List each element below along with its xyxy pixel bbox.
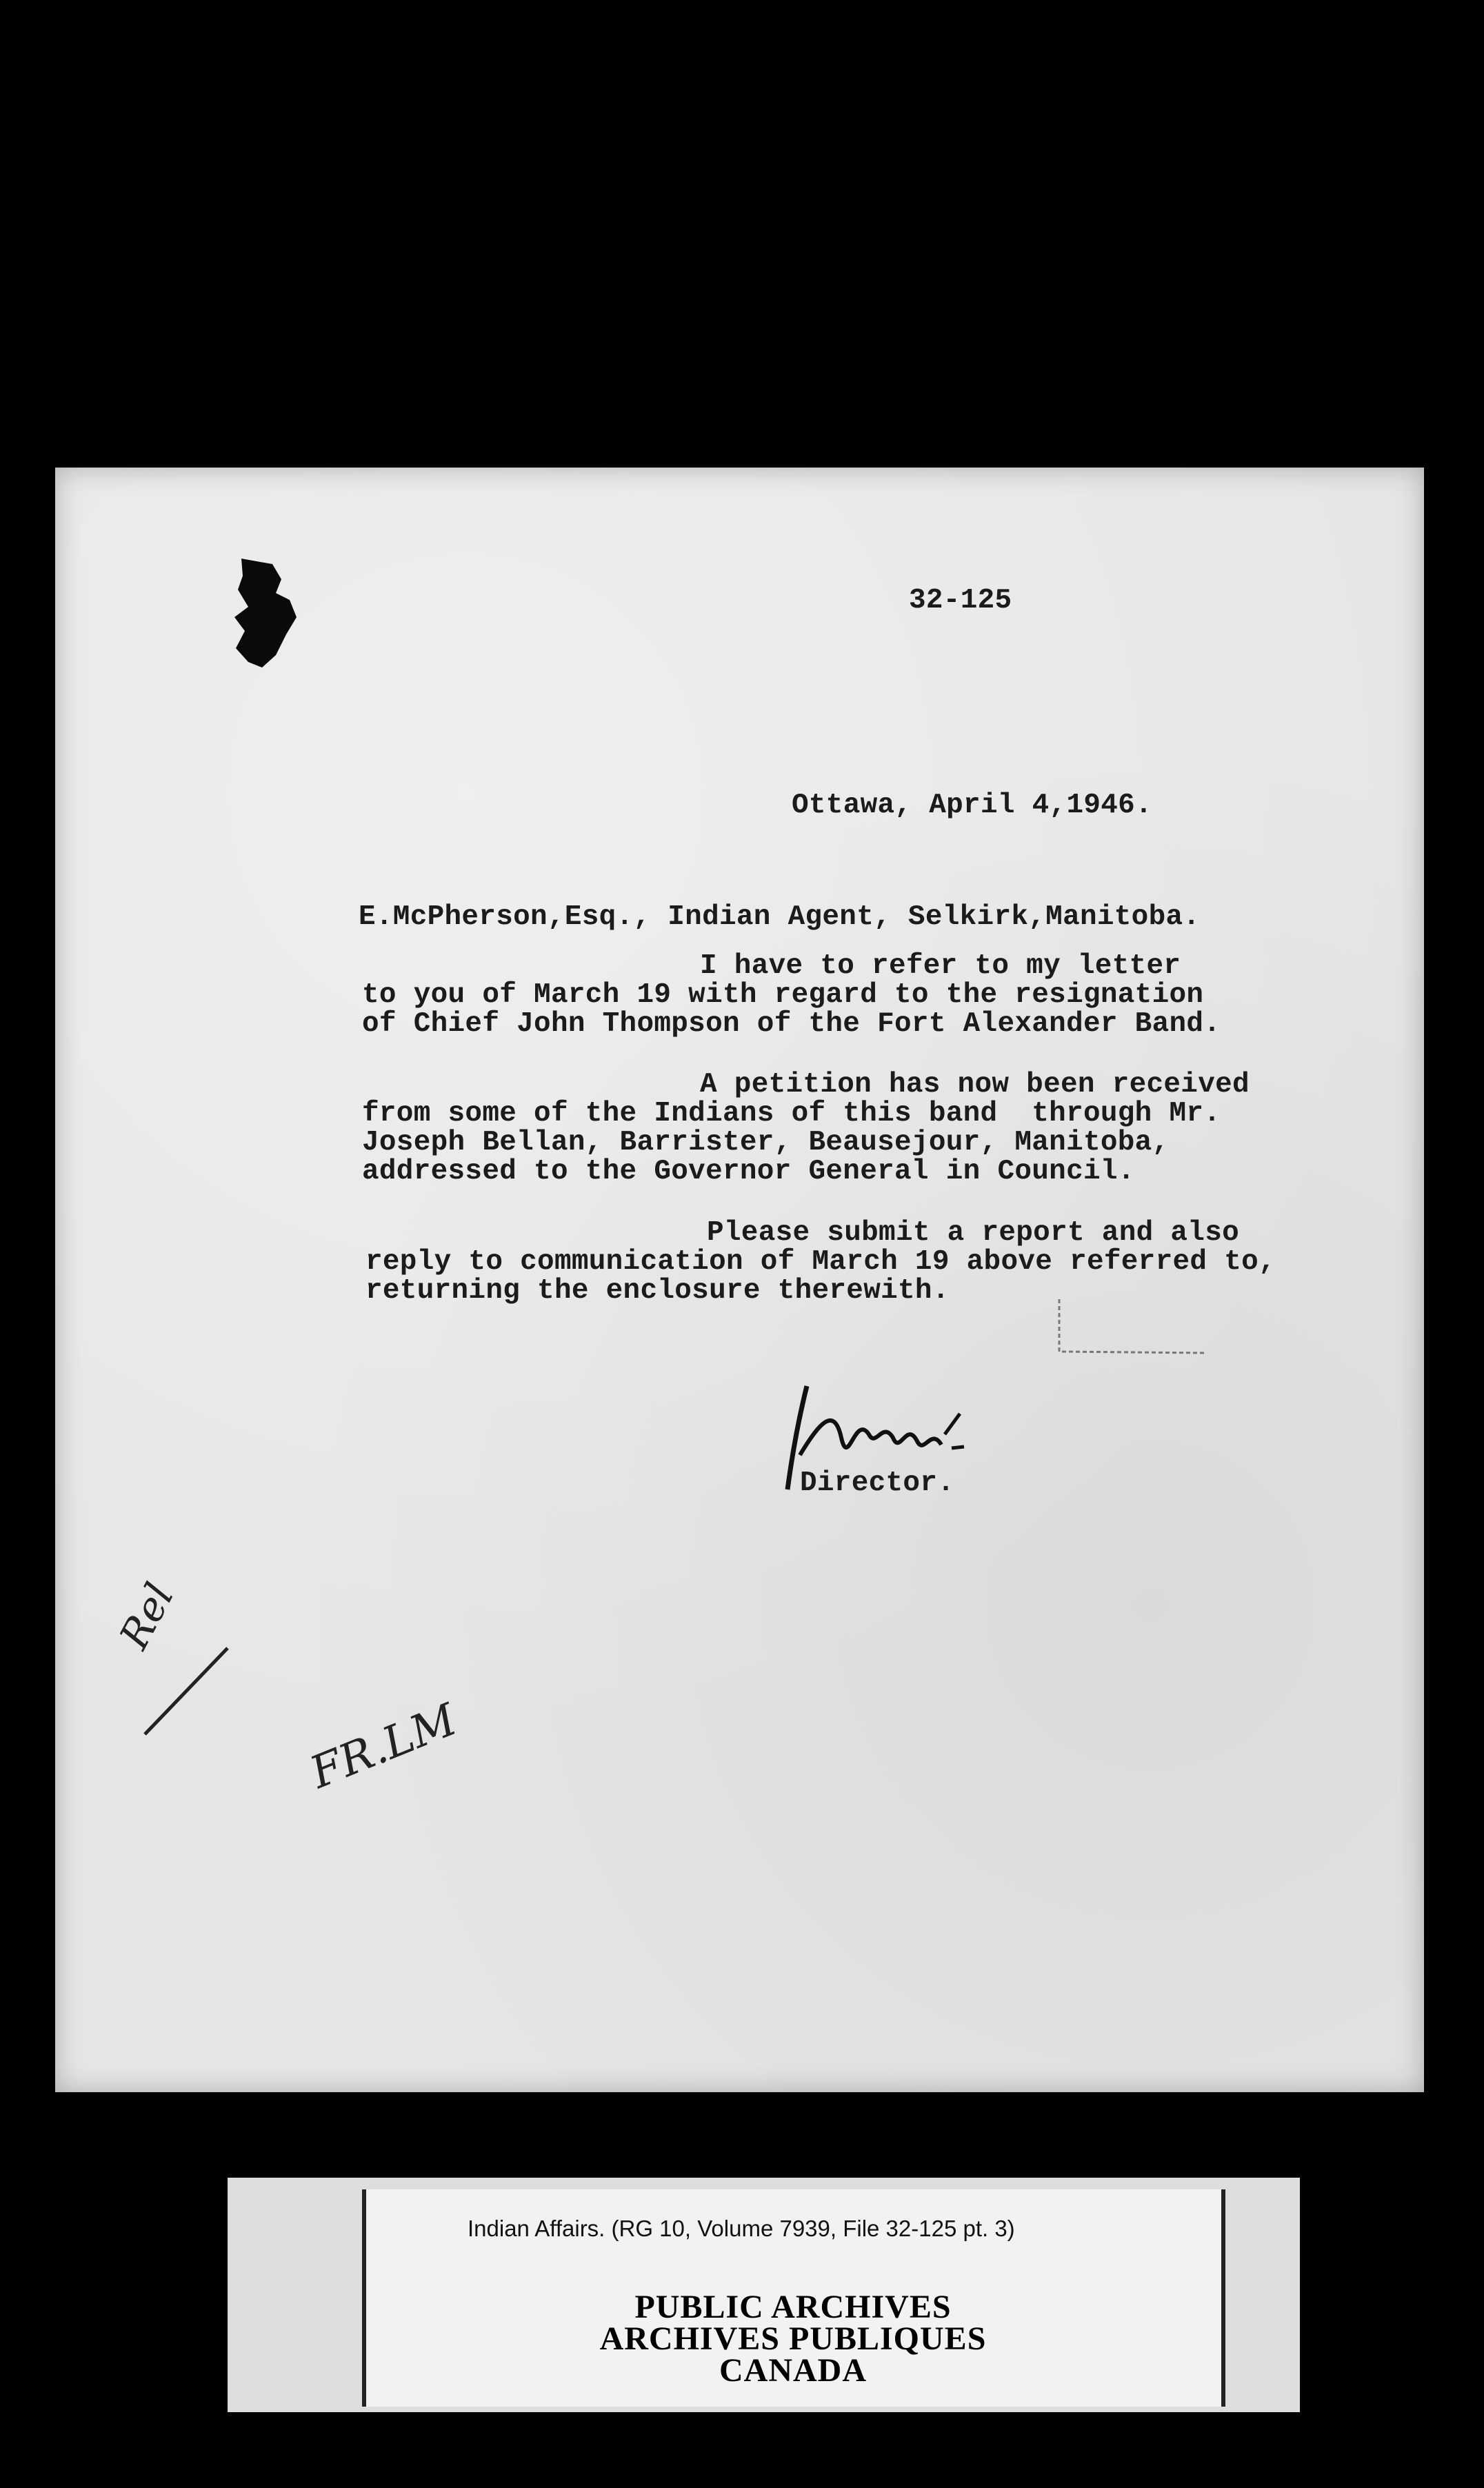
paragraph-2-line-3: Joseph Bellan, Barrister, Beausejour, Manitoba, [362,1127,1170,1158]
paragraph-2-line-1: A petition has now been received [700,1069,1250,1101]
paragraph-3-line-2: reply to communication of March 19 above referred to, [365,1246,1276,1278]
pencil-bracket-mark [1055,1296,1214,1358]
archive-citation: Indian Affairs. (RG 10, Volume 7939, File 32-125 pt. 3) [468,2216,1015,2241]
archive-name-english: PUBLIC ARCHIVES [634,2289,952,2325]
torn-hole-mark [221,552,310,676]
paragraph-3-line-3: returning the enclosure therewith. [365,1275,950,1307]
paragraph-2-line-4: addressed to the Governor General in Council. [362,1156,1135,1187]
signature-title: Director. [800,1467,955,1499]
paragraph-1-line-2: to you of March 19 with regard to the resignation [362,979,1204,1011]
paragraph-1-line-3: of Chief John Thompson of the Fort Alexander Band. [362,1008,1221,1040]
file-number: 32-125 [909,585,1012,616]
date-line: Ottawa, April 4,1946. [792,790,1152,821]
handwritten-mark-rel: Rel [110,1575,183,1656]
archive-country: CANADA [719,2352,867,2389]
archive-name-french: ARCHIVES PUBLIQUES [599,2320,987,2357]
paragraph-2-line-2: from some of the Indians of this band through Mr. [362,1098,1221,1130]
paragraph-1-line-1: I have to refer to my letter [700,950,1181,982]
addressee-line: E.McPherson,Esq., Indian Agent, Selkirk,Manitoba. [359,901,1201,933]
pencil-slash-mark [138,1641,234,1745]
paragraph-3-line-1: Please submit a report and also [707,1217,1240,1249]
handwritten-mark-initials: FR.LM [303,1694,464,1799]
